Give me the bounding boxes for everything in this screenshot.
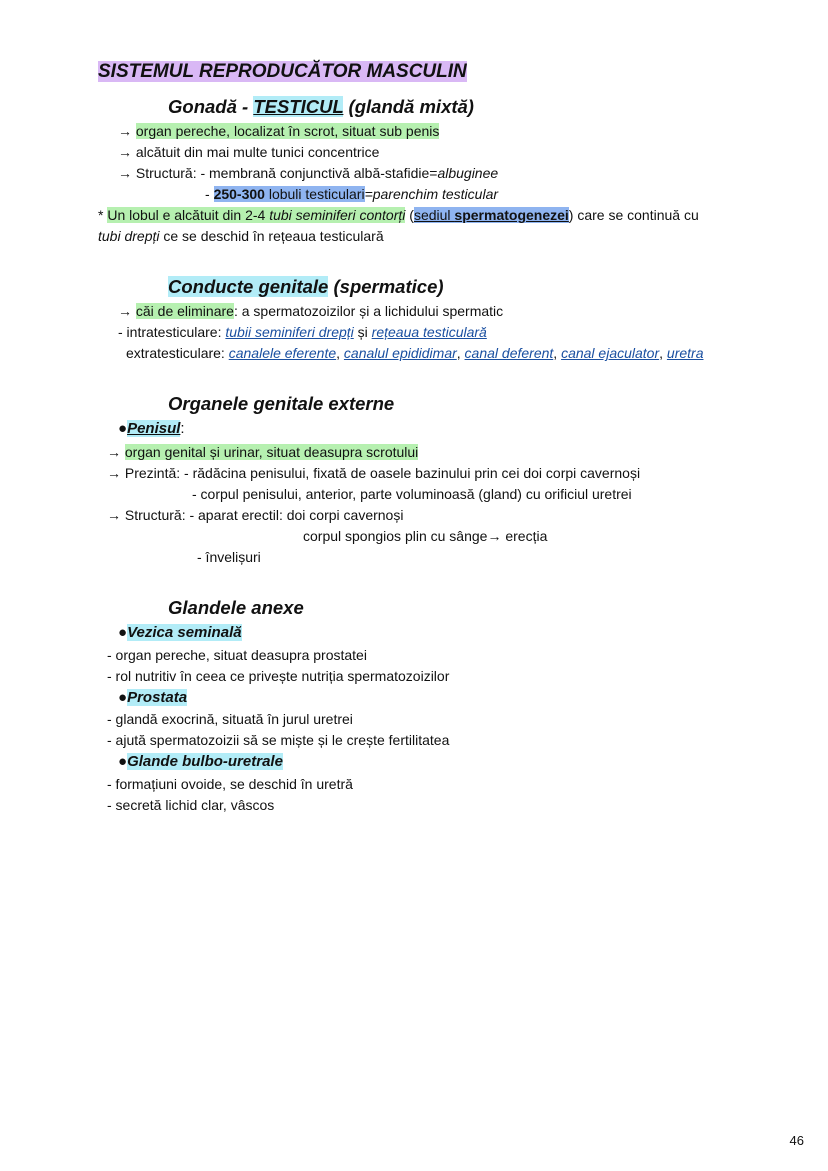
glande-line-1: - formațiuni ovoide, se deschid în uretră bbox=[107, 776, 353, 792]
vezica-line-2: - rol nutritiv în ceea ce privește nutriția spermatozoizilor bbox=[107, 668, 450, 684]
conducte-line-1: → căi de eliminare: a spermatozoizilor și a lichidului spermatic bbox=[118, 303, 504, 319]
link-uretra[interactable]: uretra bbox=[666, 345, 704, 361]
prostata-subheading: ●Prostata bbox=[118, 689, 188, 706]
testicul-line-2: → alcătuit din mai multe tunici concentrice bbox=[118, 144, 380, 160]
glande-subheading: ●Glande bulbo-uretrale bbox=[118, 753, 283, 770]
link-reteaua-testiculara[interactable]: rețeaua testiculară bbox=[371, 324, 487, 340]
testicul-line-1: → organ pereche, localizat în scrot, situat sub penis bbox=[118, 123, 440, 139]
vezica-line-1: - organ pereche, situat deasupra prostatei bbox=[107, 647, 367, 663]
bullet-icon: ● bbox=[118, 753, 128, 770]
page-number: 46 bbox=[789, 1133, 804, 1148]
testicul-note-line-2: tubi drepți ce se deschid în rețeaua testiculară bbox=[98, 228, 384, 244]
prostata-line-1: - glandă exocrină, situată în jurul uretrei bbox=[107, 711, 353, 727]
conducte-line-2: - intratesticulare: tubii seminiferi drepți și rețeaua testiculară bbox=[118, 324, 487, 340]
bullet-icon: ● bbox=[118, 420, 128, 437]
conducte-line-3: extratesticulare: canalele eferente, canalul epididimar, canal deferent, canal ejaculator, uretra bbox=[126, 345, 704, 361]
externe-heading: Organele genitale externe bbox=[168, 393, 395, 414]
testicul-line-3: → Structură: - membrană conjunctivă albă-stafidie=albuginee bbox=[118, 165, 499, 181]
prostata-line-2: - ajută spermatozoizii să se miște și le crește fertilitatea bbox=[107, 732, 450, 748]
conducte-heading: Conducte genitale (spermatice) bbox=[168, 276, 444, 297]
page-title: SISTEMUL REPRODUCĂTOR MASCULIN bbox=[98, 61, 467, 82]
externe-line-3: - corpul penisului, anterior, parte voluminoasă (gland) cu orificiul uretrei bbox=[192, 486, 632, 502]
externe-line-5: corpul spongios plin cu sânge→ erecția bbox=[303, 528, 548, 544]
link-tubii-seminiferi[interactable]: tubii seminiferi drepți bbox=[225, 324, 354, 340]
vezica-subheading: ●Vezica seminală bbox=[118, 624, 242, 641]
bullet-icon: ● bbox=[118, 689, 128, 706]
link-canalul-epididimar[interactable]: canalul epididimar bbox=[343, 345, 457, 361]
anexe-heading: Glandele anexe bbox=[168, 597, 304, 618]
externe-line-4: → Structură: - aparat erectil: doi corpi cavernoși bbox=[107, 507, 404, 523]
testicul-note-line-1: * Un lobul e alcătuit din 2-4 tubi seminiferi contorți (sediul spermatogenezei) care se continuă cu bbox=[98, 207, 699, 223]
externe-line-6: - învelișuri bbox=[197, 549, 261, 565]
link-canal-deferent[interactable]: canal deferent bbox=[464, 345, 554, 361]
testicul-line-4: - 250-300 lobuli testiculari=parenchim testicular bbox=[205, 186, 499, 202]
externe-line-1: → organ genital și urinar, situat deasupra scrotului bbox=[107, 444, 419, 460]
glande-line-2: - secretă lichid clar, vâscos bbox=[107, 797, 275, 813]
bullet-icon: ● bbox=[118, 624, 128, 641]
penis-subheading: ●Penisul: bbox=[118, 420, 185, 437]
link-canal-ejaculator[interactable]: canal ejaculator bbox=[561, 345, 660, 361]
testicul-heading: Gonadă - TESTICUL (glandă mixtă) bbox=[168, 96, 474, 117]
link-canalele-eferente[interactable]: canalele eferente bbox=[228, 345, 337, 361]
externe-line-2: → Prezintă: - rădăcina penisului, fixată de oasele bazinului prin cei doi corpi cavernoși bbox=[107, 465, 641, 481]
